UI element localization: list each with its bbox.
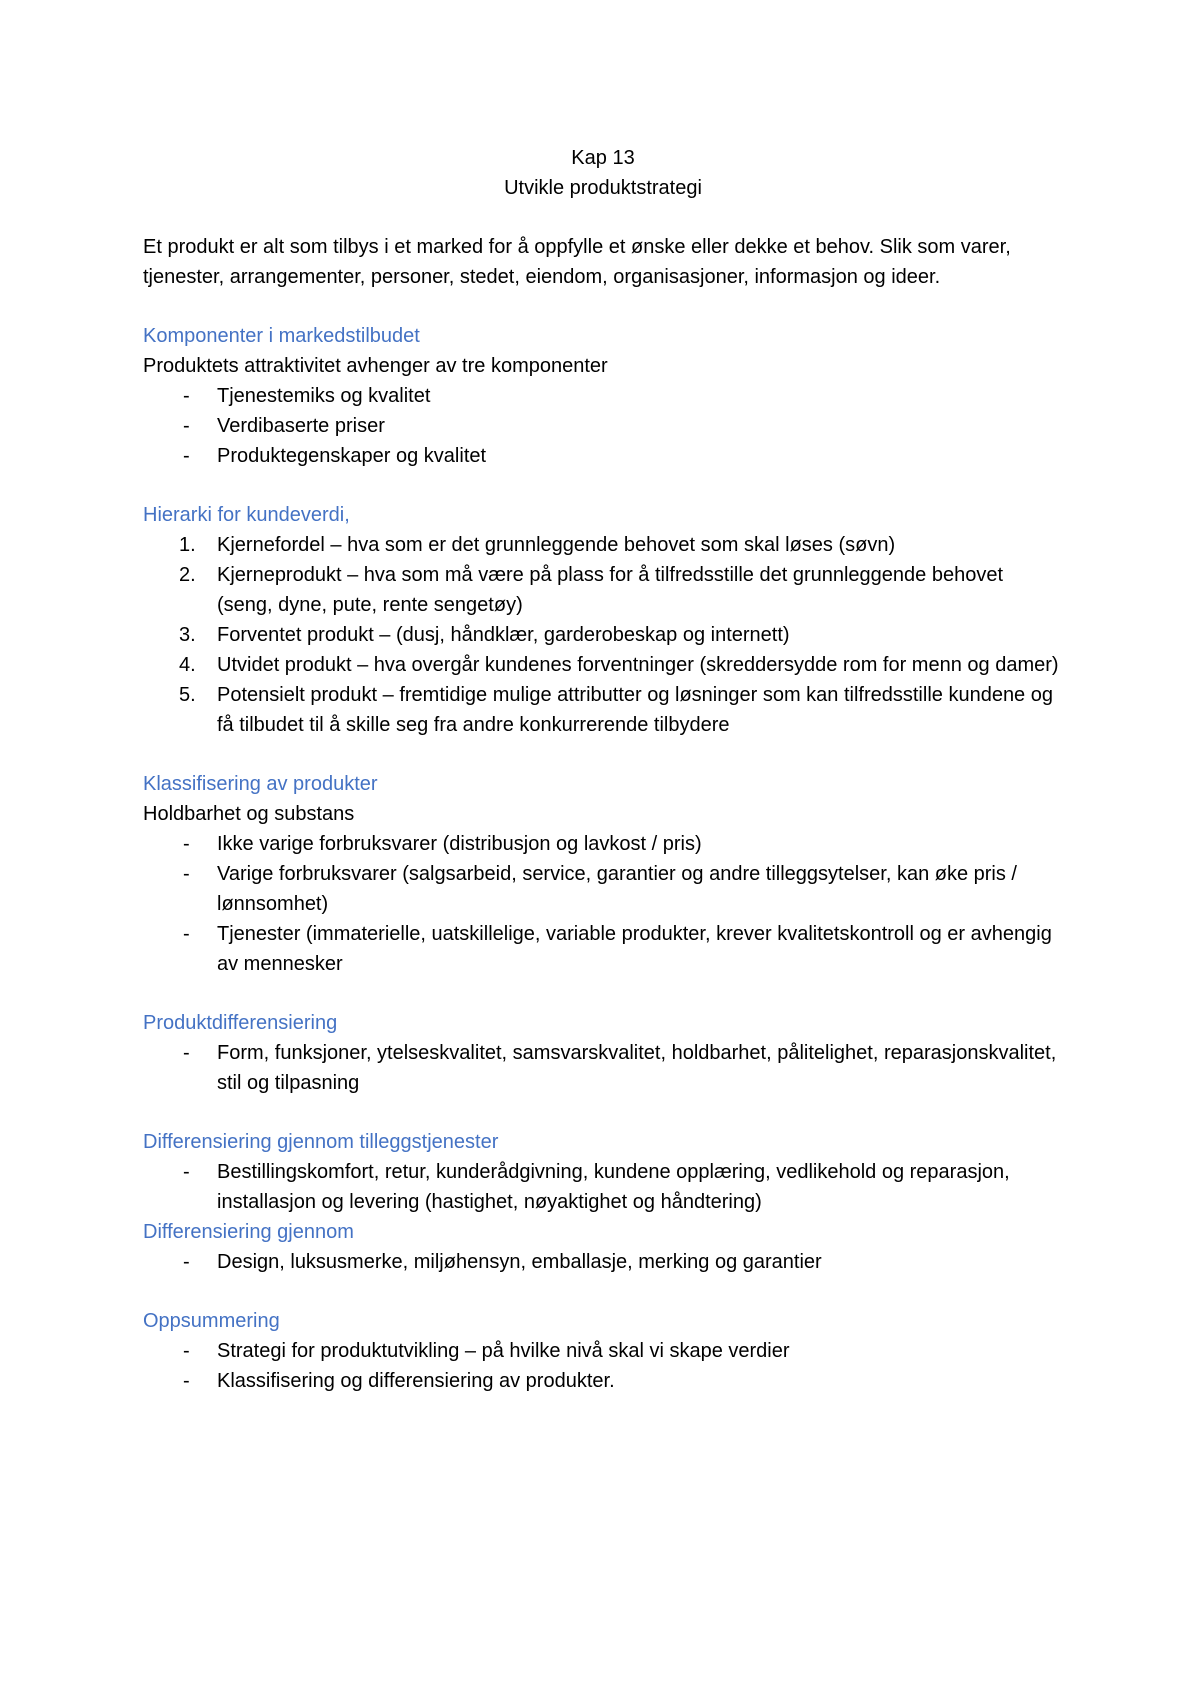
dash-bullet: -	[183, 923, 190, 945]
list-item-text: Bestillingskomfort, retur, kunderådgivning, kundene opplæring, vedlikehold og reparasjon, installasjon og levering (hastighet, nøyaktighet og håndtering)	[217, 1161, 1010, 1213]
list-item	[143, 650, 1063, 680]
spacer	[143, 292, 1063, 321]
list-item	[143, 1247, 1063, 1277]
klassifisering-list	[143, 829, 1063, 979]
list-number: 4.	[179, 654, 196, 676]
section-text-komponenter: Produktets attraktivitet avhenger av tre komponenter	[143, 355, 608, 377]
list-item	[143, 829, 1063, 859]
list-number: 2.	[179, 564, 196, 586]
list-item	[143, 530, 1063, 560]
spacer	[143, 1098, 1063, 1127]
list-item-text: Forventet produkt – (dusj, håndklær, garderobeskap og internett)	[217, 624, 790, 646]
list-item	[143, 1157, 1063, 1217]
list-number: 5.	[179, 684, 196, 706]
chapter-label: Kap 13	[571, 147, 635, 169]
list-item-text: Design, luksusmerke, miljøhensyn, emballasje, merking og garantier	[217, 1251, 822, 1273]
list-item-text: Utvidet produkt – hva overgår kundenes forventninger (skreddersydde rom for menn og damer)	[217, 654, 1059, 676]
list-item-text: Produktegenskaper og kvalitet	[217, 445, 487, 467]
section-heading-hierarki: Hierarki for kundeverdi,	[143, 504, 350, 526]
section-heading-klassifisering: Klassifisering av produkter	[143, 773, 378, 795]
list-item	[143, 1366, 1063, 1396]
gjennom-list	[143, 1247, 1063, 1277]
intro-paragraph: Et produkt er alt som tilbys i et marked for å oppfylle et ønske eller dekke et behov. Slik som varer, tjenester, arrangementer, personer, stedet, eiendom, organisasjoner, informasjon og ideer.	[143, 236, 1011, 288]
list-item-text: Kjernefordel – hva som er det grunnleggende behovet som skal løses (søvn)	[217, 534, 896, 556]
section-text-klassifisering: Holdbarhet og substans	[143, 803, 355, 825]
komponenter-list	[143, 381, 1063, 471]
dash-bullet: -	[183, 1251, 190, 1273]
list-item-text: Tjenestemiks og kvalitet	[217, 385, 431, 407]
list-item	[143, 859, 1063, 919]
document-page	[143, 143, 1063, 1396]
dash-bullet: -	[183, 1161, 190, 1183]
dash-bullet: -	[183, 863, 190, 885]
dash-bullet: -	[183, 1370, 190, 1392]
list-item-text: Potensielt produkt – fremtidige mulige attributter og løsninger som kan tilfredsstille kundene og få tilbudet til å skille seg fra andre konkurrerende tilbydere	[217, 684, 1053, 736]
list-item	[143, 441, 1063, 471]
section-heading-komponenter: Komponenter i markedstilbudet	[143, 325, 420, 347]
list-item	[143, 680, 1063, 740]
section-heading-gjennom: Differensiering gjennom	[143, 1221, 354, 1243]
list-item-text: Varige forbruksvarer (salgsarbeid, service, garantier og andre tilleggsytelser, kan øke pris / lønnsomhet)	[217, 863, 1017, 915]
spacer	[143, 979, 1063, 1008]
list-item-text: Strategi for produktutvikling – på hvilke nivå skal vi skape verdier	[217, 1340, 790, 1362]
tilleggstjenester-list	[143, 1157, 1063, 1217]
hierarki-list	[143, 530, 1063, 740]
spacer	[143, 1277, 1063, 1306]
spacer	[143, 203, 1063, 232]
list-item	[143, 411, 1063, 441]
dash-bullet: -	[183, 385, 190, 407]
section-heading-oppsummering: Oppsummering	[143, 1310, 280, 1332]
section-heading-differensiering: Produktdifferensiering	[143, 1012, 338, 1034]
spacer	[143, 471, 1063, 500]
list-item-text: Tjenester (immaterielle, uatskillelige, variable produkter, krever kvalitetskontroll og er avhengig av mennesker	[217, 923, 1052, 975]
list-number: 3.	[179, 624, 196, 646]
section-heading-tilleggstjenester: Differensiering gjennom tilleggstjenester	[143, 1131, 499, 1153]
dash-bullet: -	[183, 415, 190, 437]
list-number: 1.	[179, 534, 196, 556]
dash-bullet: -	[183, 833, 190, 855]
oppsummering-list	[143, 1336, 1063, 1396]
page-title: Utvikle produktstrategi	[504, 177, 702, 199]
list-item-text: Form, funksjoner, ytelseskvalitet, samsvarskvalitet, holdbarhet, pålitelighet, reparasjonskvalitet, stil og tilpasning	[217, 1042, 1057, 1094]
list-item	[143, 381, 1063, 411]
list-item	[143, 1336, 1063, 1366]
dash-bullet: -	[183, 1042, 190, 1064]
list-item	[143, 560, 1063, 620]
dash-bullet: -	[183, 445, 190, 467]
spacer	[143, 740, 1063, 769]
list-item-text: Kjerneprodukt – hva som må være på plass for å tilfredsstille det grunnleggende behovet (seng, dyne, pute, rente sengetøy)	[217, 564, 1004, 616]
list-item-text: Verdibaserte priser	[217, 415, 385, 437]
list-item-text: Klassifisering og differensiering av produkter.	[217, 1370, 615, 1392]
dash-bullet: -	[183, 1340, 190, 1362]
list-item	[143, 1038, 1063, 1098]
list-item	[143, 620, 1063, 650]
list-item-text: Ikke varige forbruksvarer (distribusjon og lavkost / pris)	[217, 833, 702, 855]
differensiering-list	[143, 1038, 1063, 1098]
list-item	[143, 919, 1063, 979]
